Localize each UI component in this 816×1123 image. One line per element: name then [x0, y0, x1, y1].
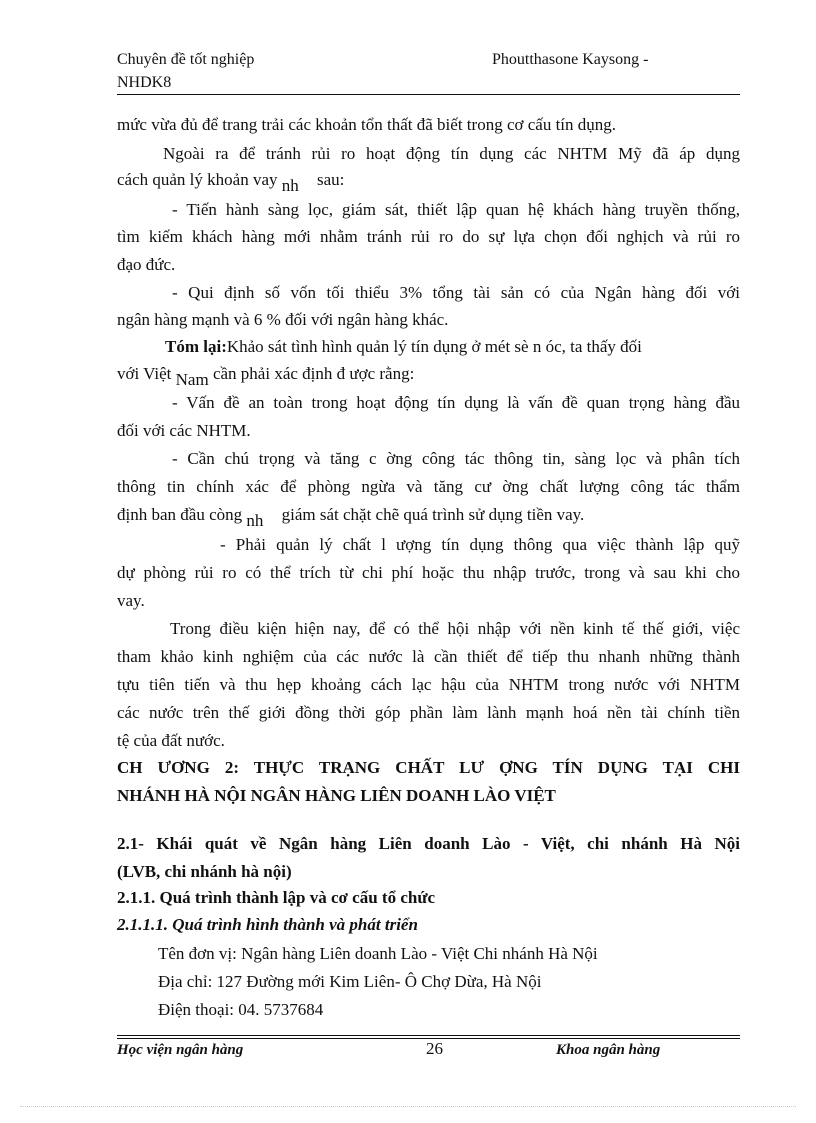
text-span: cách quản lý khoản vay — [117, 170, 278, 189]
section-heading: (LVB, chi nhánh hà nội) — [117, 862, 292, 881]
paragraph-line: mức vừa đủ để trang trải các khoản tổn thất đã biết trong cơ cấu tín dụng. — [117, 115, 617, 134]
paragraph-line: - Phải quản lý chất l ượng tín dụng thông qua việc thành lập quỹ — [220, 535, 740, 554]
paragraph-line — [117, 168, 740, 195]
paragraph-line: tựu tiên tiến và thu hẹp khoảng cách lạc hậu của NHTM trong nước với NHTM — [117, 675, 740, 694]
chapter-heading: CH ƯƠNG 2: THỰC TRẠNG CHẤT LƯ ỢNG TÍN DỤNG TẠI CHI — [117, 758, 740, 777]
info-phone: Điện thoại: 04. 5737684 — [158, 1000, 324, 1019]
page-number: 26 — [426, 1039, 443, 1058]
paragraph-line — [117, 503, 740, 530]
text-span: cần phải xác định đ ược rằng: — [212, 364, 415, 383]
text-span: giám sát chặt chẽ quá trình sử dụng tiền vay. — [281, 505, 585, 524]
paragraph-line: Ngoài ra để tránh rủi ro hoạt động tín dụng các NHTM Mỹ đã áp dụng — [163, 144, 740, 163]
footer-institution: Học viện ngân hàng — [117, 1042, 244, 1058]
paragraph-line: vay. — [117, 591, 145, 610]
text-span: nh — [246, 511, 264, 530]
info-address: Địa chỉ: 127 Đường mới Kim Liên- Ô Chợ Dừa, Hà Nội — [158, 972, 542, 991]
header-author: Phoutthasone Kaysong - — [492, 51, 649, 68]
footer-department: Khoa ngân hàng — [556, 1042, 661, 1058]
paragraph-line: tham khảo kinh nghiệm của các nước là cần thiết để tiếp thu nhanh những thành — [117, 647, 740, 666]
paragraph-line — [117, 362, 740, 389]
info-unit-name: Tên đơn vị: Ngân hàng Liên doanh Lào - Việt Chi nhánh Hà Nội — [158, 944, 598, 963]
paragraph-line: - Vấn đề an toàn trong hoạt động tín dụng là vấn đề quan trọng hàng đầu — [172, 393, 740, 412]
subsection-heading: 2.1.1. Quá trình thành lập và cơ cấu tổ chức — [117, 888, 436, 907]
paragraph-line: đối với các NHTM. — [117, 421, 251, 440]
text-span: với Việt — [117, 364, 172, 383]
paragraph-line: ngân hàng mạnh và 6 % đối với ngân hàng khác. — [117, 310, 449, 329]
subsubsection-heading: 2.1.1.1. Quá trình hình thành và phát triển — [117, 915, 418, 934]
paragraph-line: Trong điều kiện hiện nay, để có thể hội nhập với nền kinh tế thế giới, việc — [170, 619, 740, 638]
text-span: định ban đầu còng — [117, 505, 243, 524]
footer-divider — [117, 1035, 740, 1036]
paragraph-line: đạo đức. — [117, 255, 176, 274]
header-title: Chuyên đề tốt nghiệp — [117, 51, 255, 68]
paragraph-line: - Qui định số vốn tối thiểu 3% tổng tài sản có của Ngân hàng đối với — [172, 283, 740, 302]
paragraph-line: tìm kiếm khách hàng mới nhằm tránh rủi ro do sự lựa chọn đối nghịch và rủi ro — [117, 227, 740, 246]
paragraph-line: các nước trên thế giới đồng thời góp phần làm lành mạnh hoá nền tài chính tiền — [117, 703, 740, 722]
text-span: sau: — [317, 170, 345, 189]
paragraph-line: tệ của đất nước. — [117, 731, 225, 750]
paragraph-line: - Tiến hành sàng lọc, giám sát, thiết lập quan hệ khách hàng truyền thống, — [172, 200, 740, 219]
section-heading: 2.1- Khái quát về Ngân hàng Liên doanh Lào - Việt, chi nhánh Hà Nội — [117, 834, 740, 853]
header-code: NHDK8 — [117, 74, 172, 91]
paragraph-line: - Cần chú trọng và tăng c ờng công tác thông tin, sàng lọc và phân tích — [172, 449, 740, 468]
chapter-heading: NHÁNH HÀ NỘI NGÂN HÀNG LIÊN DOANH LÀO VIỆT — [117, 786, 556, 805]
paragraph-line — [165, 335, 740, 359]
text-span: nh — [281, 176, 299, 195]
paragraph-line: dự phòng rủi ro có thể trích từ chi phí hoặc thu nhập trước, trong và sau khi cho — [117, 563, 740, 582]
summary-label: Tóm lại: — [165, 337, 227, 356]
text-span: Khảo sát tình hình quản lý tín dụng ở mét sè n óc, ta thấy đối — [226, 337, 642, 356]
page-bottom-border — [20, 1106, 796, 1107]
text-span: Nam — [175, 370, 209, 389]
header-divider — [117, 94, 740, 95]
paragraph-line: thông tin chính xác để phòng ngừa và tăng cư ờng chất lượng công tác thẩm — [117, 477, 740, 496]
